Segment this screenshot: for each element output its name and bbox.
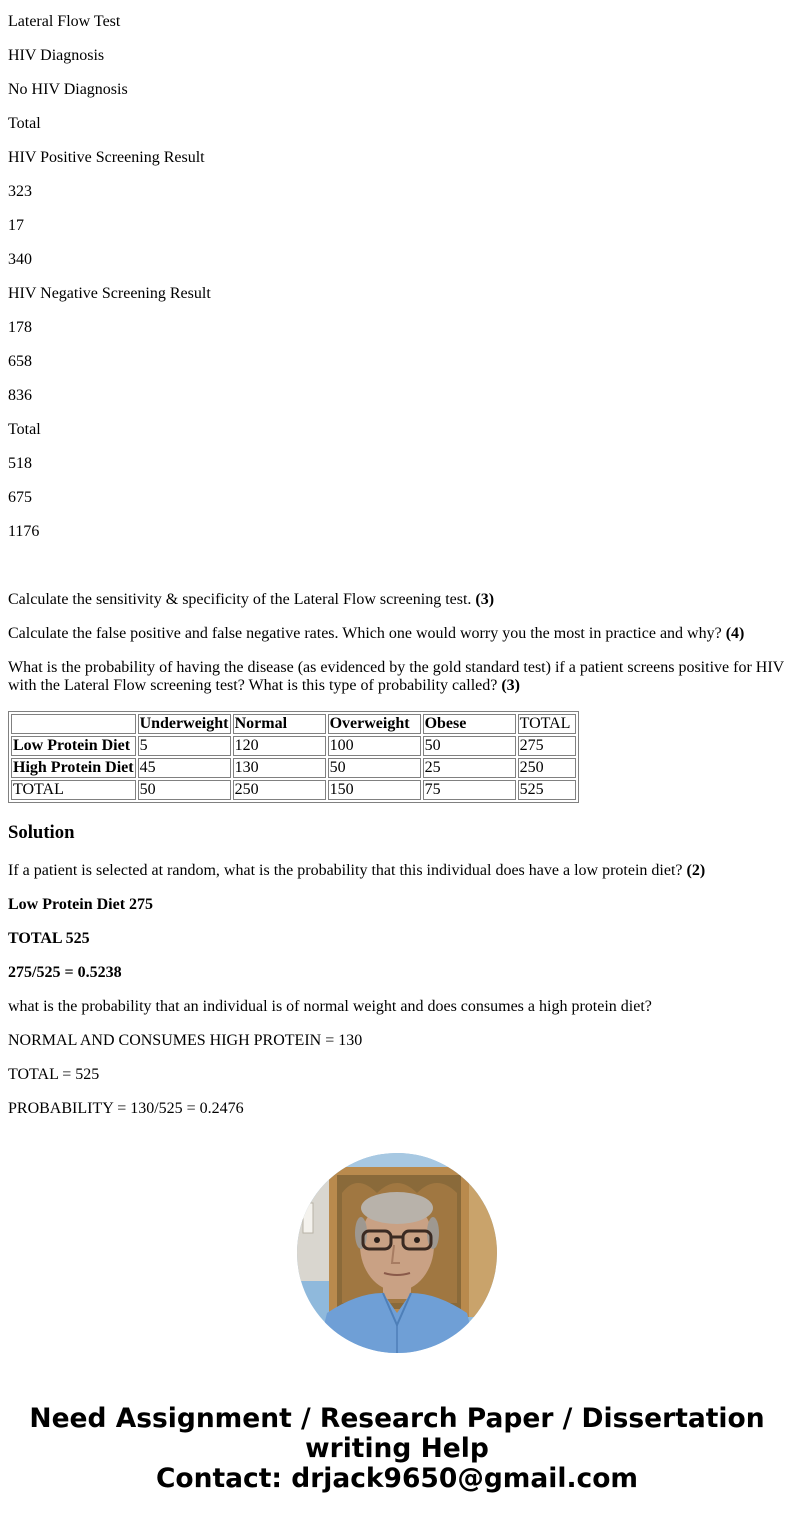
cell-negative-no-hiv: 658	[8, 353, 32, 370]
cell-positive-hiv: 323	[8, 183, 32, 200]
row-label-low-protein: Low Protein Diet	[11, 736, 136, 756]
table-cell: 50	[138, 780, 231, 800]
header-cell-obese: Obese	[423, 714, 516, 734]
table-cell: 250	[518, 758, 576, 778]
table-cell: 50	[328, 758, 421, 778]
header-cell-empty	[11, 714, 136, 734]
solution-question-1-marks: (2)	[686, 862, 706, 879]
question-1-marks: (3)	[475, 591, 495, 608]
question-2	[8, 625, 744, 643]
cell-negative-total: 836	[8, 387, 32, 404]
solution-question-2: what is the probability that an individual is of normal weight and does consumes a high protein diet?	[8, 998, 652, 1015]
table-cell: 150	[328, 780, 421, 800]
solution-total-2: TOTAL = 525	[8, 1066, 100, 1083]
cell-positive-total: 340	[8, 251, 32, 268]
table-row	[11, 758, 576, 778]
question-3-marks: (3)	[501, 677, 520, 694]
cell-total-total: 1176	[8, 523, 40, 540]
question-2-text: Calculate the false positive and false negative rates. Which one would worry you the most in practice and why?	[8, 625, 722, 642]
question-1-text: Calculate the sensitivity & specificity of the Lateral Flow screening test.	[8, 591, 472, 608]
header-cell-normal: Normal	[233, 714, 326, 734]
promo-line-2: writing Help	[305, 1433, 489, 1464]
col-header-no-hiv-diagnosis: No HIV Diagnosis	[8, 81, 128, 98]
solution-question-1-text: If a patient is selected at random, what is the probability that this individual does have a low protein diet?	[8, 862, 683, 879]
table-cell: 45	[138, 758, 231, 778]
header-cell-total: TOTAL	[518, 714, 576, 734]
table-cell: 100	[328, 736, 421, 756]
table-cell: 5	[138, 736, 231, 756]
cell-total-no-hiv: 675	[8, 489, 32, 506]
question-2-marks: (4)	[725, 625, 745, 642]
header-cell-underweight: Underweight	[138, 714, 231, 734]
table-header-row	[11, 714, 576, 734]
cell-total-hiv: 518	[8, 455, 32, 472]
solution-total: TOTAL 525	[8, 930, 90, 947]
table-row	[11, 736, 576, 756]
solution-question-1	[8, 862, 705, 880]
col-header-total: Total	[8, 115, 41, 132]
hiv-table-title: Lateral Flow Test	[8, 13, 121, 30]
table-cell: 50	[423, 736, 516, 756]
row-label-total: TOTAL	[11, 780, 136, 800]
row-label-negative: HIV Negative Screening Result	[8, 285, 211, 302]
header-cell-overweight: Overweight	[328, 714, 421, 734]
diet-weight-table	[8, 711, 579, 803]
solution-probability: PROBABILITY = 130/525 = 0.2476	[8, 1100, 244, 1117]
table-cell: 25	[423, 758, 516, 778]
row-label-positive: HIV Positive Screening Result	[8, 149, 205, 166]
table-cell: 275	[518, 736, 576, 756]
table-row	[11, 780, 576, 800]
promo-line-3: Contact: drjack9650@gmail.com	[155, 1463, 639, 1494]
promo-line-1: Need Assignment / Research Paper / Dissertation	[29, 1403, 765, 1434]
cell-positive-no-hiv: 17	[8, 217, 24, 234]
promo-banner	[0, 1404, 794, 1494]
question-3	[8, 659, 786, 695]
question-1	[8, 591, 494, 609]
col-header-hiv-diagnosis: HIV Diagnosis	[8, 47, 105, 64]
solution-heading: Solution	[8, 822, 75, 843]
table-cell: 120	[233, 736, 326, 756]
avatar	[297, 1153, 497, 1353]
table-cell: 525	[518, 780, 576, 800]
table-cell: 250	[233, 780, 326, 800]
row-label-total: Total	[8, 421, 41, 438]
solution-result: 275/525 = 0.5238	[8, 964, 122, 981]
question-3-text: What is the probability of having the disease (as evidenced by the gold standard test) if a patient screens positive for HIV with the Lateral Flow screening test? What is this type of probability called?	[8, 659, 784, 694]
table-cell: 75	[423, 780, 516, 800]
author-photo	[297, 1153, 497, 1353]
table-cell: 130	[233, 758, 326, 778]
solution-low-protein: Low Protein Diet 275	[8, 896, 154, 913]
cell-negative-hiv: 178	[8, 319, 32, 336]
solution-normal-high: NORMAL AND CONSUMES HIGH PROTEIN = 130	[8, 1032, 363, 1049]
row-label-high-protein: High Protein Diet	[13, 759, 134, 776]
